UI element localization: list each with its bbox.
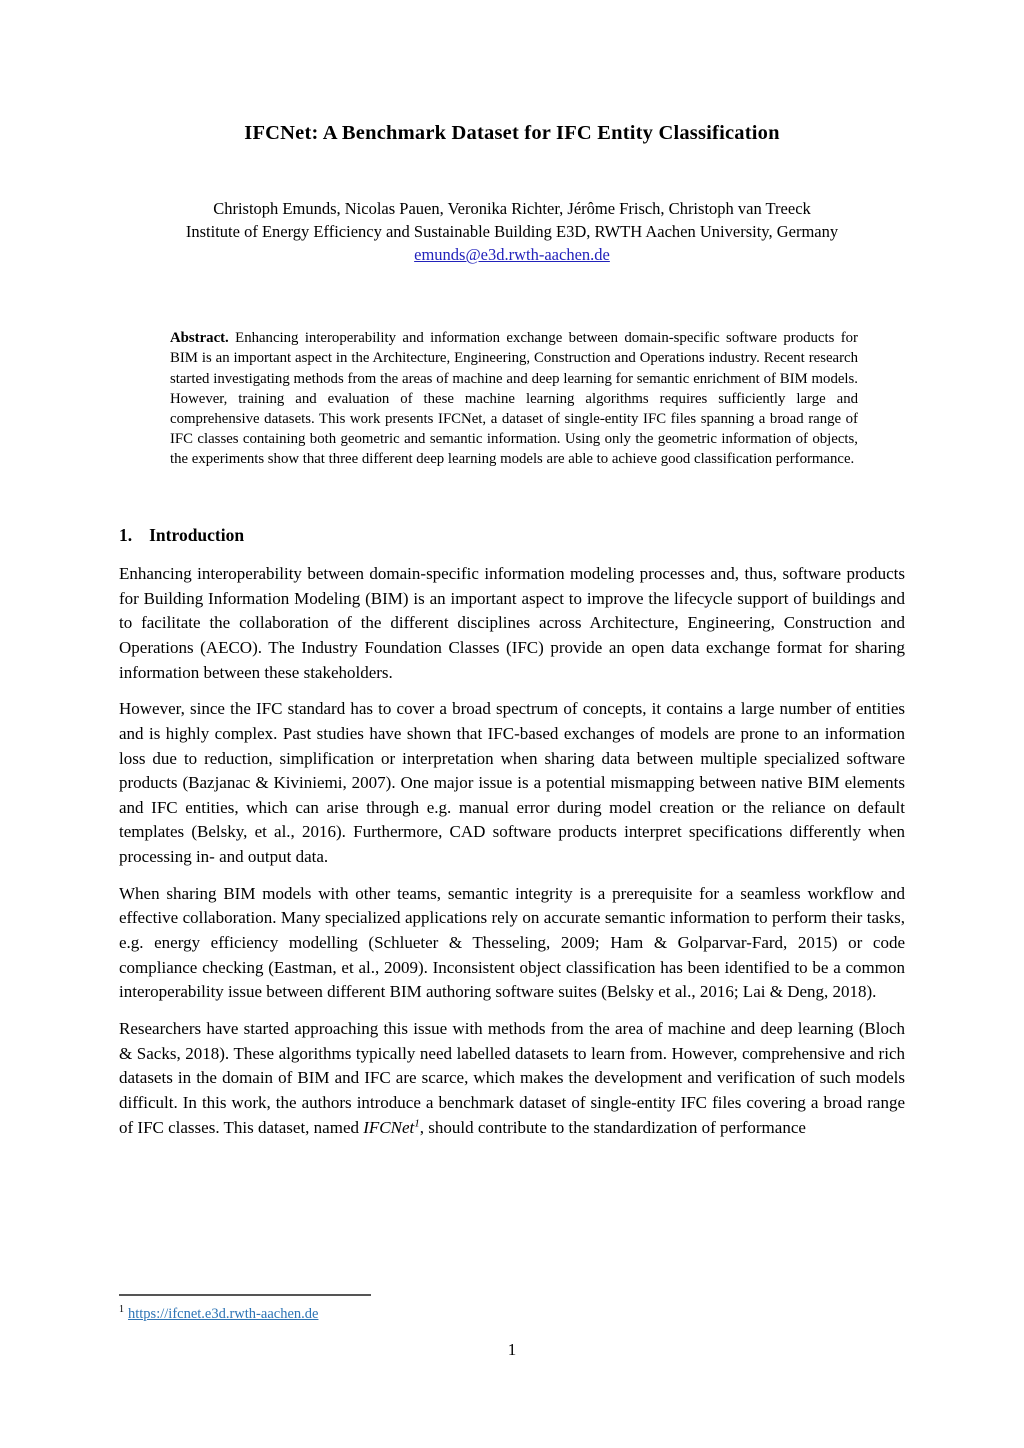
- footnote: [119, 1304, 318, 1323]
- footnote-reference: 1: [414, 1116, 420, 1129]
- footnote-link[interactable]: https://ifcnet.e3d.rwth-aachen.de: [128, 1305, 319, 1322]
- email-line: [0, 243, 1024, 266]
- paragraph-4: [119, 1017, 905, 1140]
- paragraph-4-text-end: , should contribute to the standardization of performance: [419, 1117, 806, 1137]
- footnote-divider: [119, 1294, 371, 1296]
- paragraph-2: However, since the IFC standard has to cover a broad spectrum of concepts, it contains a large number of entities and is highly complex. Past studies have shown that IFC-based exchanges of models are prone to an information loss due to reduction, simplification or interpretation when sharing data between multiple specialized software products (Bazjanac & Kiviniemi, 2007). One major issue is a potential mismapping between native BIM elements and IFC entities, which can arise through e.g. manual error during model creation or the reliance on default templates (Belsky, et al., 2016). Furthermore, CAD software products interpret specifications differently when processing in- and output data.: [119, 699, 905, 867]
- abstract: [170, 328, 858, 469]
- abstract-text: Enhancing interoperability and information exchange between domain-specific software products for BIM is an important aspect in the Architecture, Engineering, Construction and Operations industry. Recent research started investigating methods from the areas of machine and deep learning for semantic enrichment of BIM models. However, training and evaluation of these machine learning algorithms requires sufficiently large and comprehensive datasets. This work presents IFCNet, a dataset of single-entity IFC files spanning a broad range of IFC classes containing both geometric and semantic information. Using only the geometric information of objects, the experiments show that three different deep learning models are able to achieve good classification performance.: [170, 330, 858, 467]
- section-heading-introduction: [119, 525, 905, 546]
- paragraph-4-text: Researchers have started approaching this issue with methods from the area of machine and deep learning (Bloch & Sacks, 2018). These algorithms typically need labelled datasets to learn from. However, comprehensive and rich datasets in the domain of BIM and IFC are scarce, which makes the development and verification of such models difficult. In this work, the authors introduce a benchmark dataset of single-entity IFC files covering a broad range of IFC classes. This dataset, named: [119, 1018, 905, 1137]
- abstract-label: Abstract.: [170, 330, 229, 347]
- paragraph-3: When sharing BIM models with other teams, semantic integrity is a prerequisite for a seamless workflow and effective collaboration. Many specialized applications rely on accurate semantic information to perform their tasks, e.g. energy efficiency modelling (Schlueter & Thesseling, 2009; Ham & Golparvar-Fard, 2015) or code compliance checking (Eastman, et al., 2009). Inconsistent object classification has been identified to be a common interoperability issue between different BIM authoring software suites (Belsky et al., 2016; Lai & Deng, 2018).: [119, 883, 905, 1002]
- email-link[interactable]: emunds@e3d.rwth-aachen.de: [414, 245, 610, 265]
- author-block: [0, 197, 1024, 266]
- authors-line: Christoph Emunds, Nicolas Pauen, Veronika Richter, Jérôme Frisch, Christoph van Treeck: [213, 199, 811, 218]
- footnote-marker: 1: [119, 1304, 124, 1315]
- section-title: Introduction: [149, 525, 245, 546]
- page-number: 1: [507, 1340, 517, 1359]
- paragraph-1: Enhancing interoperability between domain-specific information modeling processes and, thus, software products for Building Information Modeling (BIM) is an important aspect to improve the lifecycle support of buildings and to facilitate the collaboration of the different disciplines across Architecture, Engineering, Construction and Operations (AECO). The Industry Foundation Classes (IFC) provide an open data exchange format for sharing information between these stakeholders.: [119, 564, 905, 682]
- affiliation-line: Institute of Energy Efficiency and Sustainable Building E3D, RWTH Aachen University, Germany: [185, 222, 839, 242]
- section-number: 1.: [119, 525, 133, 546]
- body-text: [119, 562, 905, 1140]
- dataset-name-italic: IFCNet: [363, 1117, 415, 1137]
- paper-title: IFCNet: A Benchmark Dataset for IFC Entity Classification: [244, 122, 780, 144]
